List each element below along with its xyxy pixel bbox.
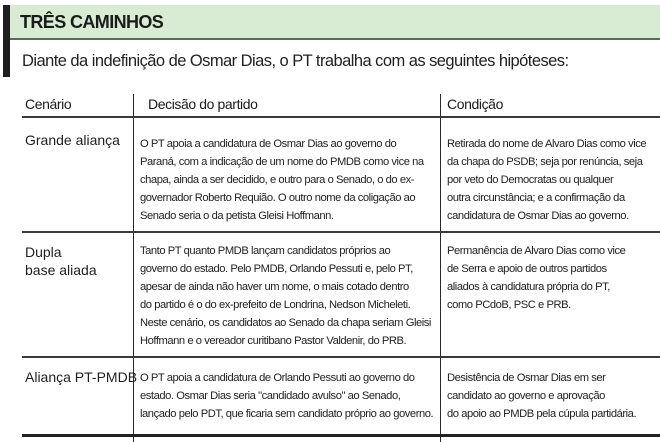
table-row-3-scenario [25,368,137,386]
cell-line: por veto do Democratas ou qualquer [447,174,614,186]
cell-line: O PT apoia a candidatura de Osmar Dias ao governo do [140,138,397,150]
table-row-3-decision [140,369,433,423]
table-row-1-condition [447,135,646,225]
cell-line: outra circunstância; e a confirmação da [447,192,625,204]
cell-line: Neste cenário, os candidatos ao Senado da chapa seriam Gleisi [140,317,431,329]
cell-line: Permanência de Alvaro Dias como vice [447,245,626,257]
cell-line: governo do estado. Pelo PMDB, Orlando Pessuti e, pelo PT, [140,263,413,275]
column-divider-1 [133,94,134,442]
cell-line: da chapa do PSDB; seja por renúncia, seja [447,156,643,168]
cell-line: Desistência de Osmar Dias em ser [447,372,606,384]
cell-line: Tanto PT quanto PMDB lançam candidatos próprios ao [140,245,391,257]
cell-line: O PT apoia a candidatura de Orlando Pessuti ao governo do [140,372,415,384]
row-divider-1 [22,231,660,233]
cell-line: lançado pelo PDT, que ficaria sem candidato próprio ao governo. [140,408,434,420]
row-divider-2 [22,356,660,358]
column-divider-2 [440,94,441,442]
header-condition: Condição [447,96,503,112]
title-accent-bar [3,5,10,77]
table-row-2-decision [140,242,431,350]
cell-line: governador Roberto Requião. O outro nome da coligação ao [140,192,416,204]
table-row-1-decision [140,135,424,225]
cell-line: Senado seria o da petista Gleisi Hoffmann. [140,210,334,222]
table-row-2-condition [447,242,625,314]
subtitle: Diante da indefinição de Osmar Dias, o PT trabalha com as seguintes hipóteses: [22,52,569,70]
cell-line: como PCdoB, PSC e PRB. [447,299,571,311]
cell-line: Hoffmann e o vereador curitibano Pastor Valdenir, do PRB. [140,335,407,347]
table-row-2-scenario [25,243,97,279]
cell-line: apesar de ainda não haver um nome, o mais cotado dentro [140,281,409,293]
cell-line: Paraná, com a indicação de um nome do PMDB como vice na [140,156,424,168]
cell-line: candidato ao governo e aprovação [447,390,605,402]
cell-line: estado. Osmar Dias seria "candidado avulso" ao Senado, [140,390,401,402]
scenario-text: Grande aliança [25,132,120,148]
scenario-text: base aliada [25,262,97,278]
table-row-1-scenario [25,131,120,149]
header-underline [22,116,660,118]
cell-line: do partido é o do ex-prefeito de Londrina, Nedson Micheleti. [140,299,411,311]
scenario-text: Dupla [25,244,62,260]
page-title: TRÊS CAMINHOS [20,12,164,32]
cell-line: chapa, ainda a ser decidido, e outro para o Senado, o do ex- [140,174,415,186]
cell-line: de Serra e apoio de outros partidos [447,263,607,275]
header-decision: Decisão do partido [148,96,258,112]
title-band [10,5,660,40]
scenario-text: Aliança PT-PMDB [25,369,138,385]
cell-line: Retirada do nome de Alvaro Dias como vice [447,138,647,150]
table-bottom-border [22,434,660,437]
cell-line: candidatura de Osmar Dias ao governo. [447,210,629,222]
cell-line: aliados à candidatura própria do PT, [447,281,610,293]
header-scenario: Cenário [25,96,72,112]
table-row-3-condition [447,369,636,423]
cell-line: do apoio ao PMDB pela cúpula partidária. [447,408,637,420]
